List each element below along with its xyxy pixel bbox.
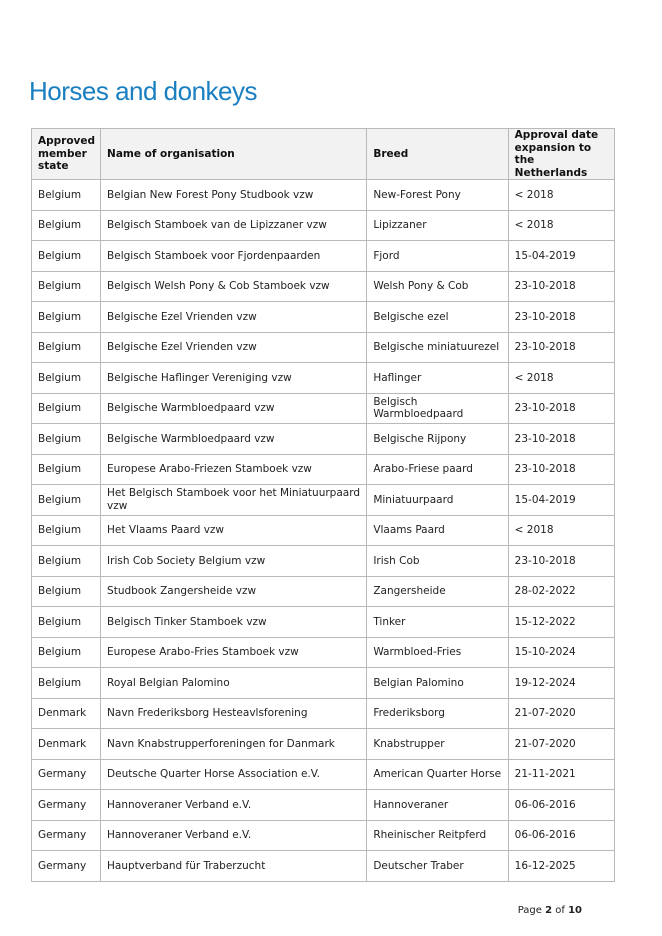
cell-organisation: Europese Arabo-Friezen Stamboek vzw bbox=[101, 454, 367, 485]
table-row bbox=[32, 515, 615, 546]
cell-breed: Knabstrupper bbox=[367, 729, 508, 760]
table-row bbox=[32, 546, 615, 577]
table-row bbox=[32, 424, 615, 455]
cell-organisation: Hauptverband für Traberzucht bbox=[101, 851, 367, 882]
cell-approval-date: 28-02-2022 bbox=[508, 576, 614, 607]
header-breed: Breed bbox=[367, 129, 508, 180]
cell-member-state: Denmark bbox=[32, 698, 101, 729]
table-row bbox=[32, 790, 615, 821]
table-row bbox=[32, 332, 615, 363]
cell-approval-date: < 2018 bbox=[508, 210, 614, 241]
cell-organisation: Navn Frederiksborg Hesteavlsforening bbox=[101, 698, 367, 729]
header-organisation: Name of organisation bbox=[101, 129, 367, 180]
table-row bbox=[32, 302, 615, 333]
cell-member-state: Belgium bbox=[32, 241, 101, 272]
cell-breed: Miniatuurpaard bbox=[367, 485, 508, 516]
header-member-state: Approved member state bbox=[32, 129, 101, 180]
cell-member-state: Belgium bbox=[32, 332, 101, 363]
cell-member-state: Belgium bbox=[32, 668, 101, 699]
cell-member-state: Belgium bbox=[32, 210, 101, 241]
cell-breed: Welsh Pony & Cob bbox=[367, 271, 508, 302]
cell-approval-date: < 2018 bbox=[508, 363, 614, 394]
table-row bbox=[32, 576, 615, 607]
cell-member-state: Germany bbox=[32, 820, 101, 851]
cell-organisation: Belgisch Stamboek van de Lipizzaner vzw bbox=[101, 210, 367, 241]
cell-organisation: Het Vlaams Paard vzw bbox=[101, 515, 367, 546]
cell-breed: Warmbloed-Fries bbox=[367, 637, 508, 668]
table-row bbox=[32, 851, 615, 882]
cell-member-state: Germany bbox=[32, 851, 101, 882]
cell-breed: Irish Cob bbox=[367, 546, 508, 577]
cell-member-state: Germany bbox=[32, 759, 101, 790]
cell-organisation: Deutsche Quarter Horse Association e.V. bbox=[101, 759, 367, 790]
table-row bbox=[32, 485, 615, 516]
cell-member-state: Belgium bbox=[32, 607, 101, 638]
cell-member-state: Belgium bbox=[32, 363, 101, 394]
cell-organisation: Belgisch Welsh Pony & Cob Stamboek vzw bbox=[101, 271, 367, 302]
cell-breed: Tinker bbox=[367, 607, 508, 638]
cell-approval-date: 16-12-2025 bbox=[508, 851, 614, 882]
cell-member-state: Belgium bbox=[32, 637, 101, 668]
table-row bbox=[32, 241, 615, 272]
table-row bbox=[32, 759, 615, 790]
page-number bbox=[518, 905, 582, 916]
cell-breed: Belgian Palomino bbox=[367, 668, 508, 699]
table-body bbox=[32, 180, 615, 882]
cell-breed: Belgisch Warmbloedpaard bbox=[367, 393, 508, 424]
cell-member-state: Belgium bbox=[32, 271, 101, 302]
approvals-table bbox=[31, 128, 615, 882]
page-label: Page bbox=[517, 905, 542, 916]
cell-organisation: Belgische Ezel Vrienden vzw bbox=[101, 302, 367, 333]
cell-breed: American Quarter Horse bbox=[367, 759, 508, 790]
cell-approval-date: 15-04-2019 bbox=[508, 485, 614, 516]
cell-breed: Haflinger bbox=[367, 363, 508, 394]
table-row bbox=[32, 454, 615, 485]
cell-organisation: Irish Cob Society Belgium vzw bbox=[101, 546, 367, 577]
cell-approval-date: 23-10-2018 bbox=[508, 332, 614, 363]
cell-breed: Rheinischer Reitpferd bbox=[367, 820, 508, 851]
page-of-label: of bbox=[555, 905, 565, 916]
table-row bbox=[32, 820, 615, 851]
cell-organisation: Navn Knabstrupperforeningen for Danmark bbox=[101, 729, 367, 760]
table-row bbox=[32, 393, 615, 424]
table-row bbox=[32, 729, 615, 760]
cell-organisation: Belgian New Forest Pony Studbook vzw bbox=[101, 180, 367, 211]
cell-approval-date: 21-07-2020 bbox=[508, 729, 614, 760]
table-row bbox=[32, 698, 615, 729]
cell-approval-date: 19-12-2024 bbox=[508, 668, 614, 699]
table-row bbox=[32, 210, 615, 241]
table-row bbox=[32, 668, 615, 699]
cell-breed: Vlaams Paard bbox=[367, 515, 508, 546]
cell-organisation: Hannoveraner Verband e.V. bbox=[101, 820, 367, 851]
cell-breed: Deutscher Traber bbox=[367, 851, 508, 882]
cell-approval-date: 15-04-2019 bbox=[508, 241, 614, 272]
cell-approval-date: 15-12-2022 bbox=[508, 607, 614, 638]
cell-breed: Hannoveraner bbox=[367, 790, 508, 821]
cell-member-state: Belgium bbox=[32, 454, 101, 485]
cell-approval-date: 23-10-2018 bbox=[508, 302, 614, 333]
cell-organisation: Studbook Zangersheide vzw bbox=[101, 576, 367, 607]
table-row bbox=[32, 607, 615, 638]
cell-breed: Zangersheide bbox=[367, 576, 508, 607]
page-title: Horses and donkeys bbox=[29, 76, 258, 106]
cell-breed: Frederiksborg bbox=[367, 698, 508, 729]
cell-breed: Belgische ezel bbox=[367, 302, 508, 333]
cell-organisation: Belgisch Stamboek voor Fjordenpaarden bbox=[101, 241, 367, 272]
cell-approval-date: 15-10-2024 bbox=[508, 637, 614, 668]
cell-member-state: Belgium bbox=[32, 515, 101, 546]
cell-approval-date: 23-10-2018 bbox=[508, 271, 614, 302]
cell-organisation: Belgische Ezel Vrienden vzw bbox=[101, 332, 367, 363]
cell-approval-date: 23-10-2018 bbox=[508, 424, 614, 455]
cell-member-state: Germany bbox=[32, 790, 101, 821]
cell-organisation: Het Belgisch Stamboek voor het Miniatuurpaard vzw bbox=[101, 485, 367, 516]
cell-approval-date: 06-06-2016 bbox=[508, 790, 614, 821]
cell-breed: Belgische Rijpony bbox=[367, 424, 508, 455]
cell-organisation: Belgische Warmbloedpaard vzw bbox=[101, 424, 367, 455]
page-current: 2 bbox=[545, 905, 553, 916]
cell-breed: Fjord bbox=[367, 241, 508, 272]
page-total: 10 bbox=[568, 905, 582, 916]
cell-member-state: Belgium bbox=[32, 302, 101, 333]
table-header-row bbox=[32, 129, 615, 180]
table-row bbox=[32, 180, 615, 211]
cell-organisation: Belgisch Tinker Stamboek vzw bbox=[101, 607, 367, 638]
cell-organisation: Hannoveraner Verband e.V. bbox=[101, 790, 367, 821]
cell-member-state: Belgium bbox=[32, 546, 101, 577]
cell-organisation: Royal Belgian Palomino bbox=[101, 668, 367, 699]
cell-breed: Arabo-Friese paard bbox=[367, 454, 508, 485]
cell-approval-date: 23-10-2018 bbox=[508, 546, 614, 577]
cell-organisation: Belgische Warmbloedpaard vzw bbox=[101, 393, 367, 424]
cell-approval-date: 21-07-2020 bbox=[508, 698, 614, 729]
cell-breed: New-Forest Pony bbox=[367, 180, 508, 211]
header-approval-date: Approval date expansion to the Netherlands bbox=[508, 129, 614, 180]
cell-approval-date: 23-10-2018 bbox=[508, 454, 614, 485]
table-row bbox=[32, 637, 615, 668]
cell-approval-date: 23-10-2018 bbox=[508, 393, 614, 424]
cell-organisation: Belgische Haflinger Vereniging vzw bbox=[101, 363, 367, 394]
cell-member-state: Belgium bbox=[32, 485, 101, 516]
cell-approval-date: 21-11-2021 bbox=[508, 759, 614, 790]
cell-member-state: Denmark bbox=[32, 729, 101, 760]
cell-organisation: Europese Arabo-Fries Stamboek vzw bbox=[101, 637, 367, 668]
table-row bbox=[32, 271, 615, 302]
cell-member-state: Belgium bbox=[32, 180, 101, 211]
cell-member-state: Belgium bbox=[32, 424, 101, 455]
cell-approval-date: < 2018 bbox=[508, 180, 614, 211]
cell-member-state: Belgium bbox=[32, 576, 101, 607]
cell-approval-date: < 2018 bbox=[508, 515, 614, 546]
cell-breed: Belgische miniatuurezel bbox=[367, 332, 508, 363]
table-row bbox=[32, 363, 615, 394]
cell-approval-date: 06-06-2016 bbox=[508, 820, 614, 851]
cell-breed: Lipizzaner bbox=[367, 210, 508, 241]
cell-member-state: Belgium bbox=[32, 393, 101, 424]
